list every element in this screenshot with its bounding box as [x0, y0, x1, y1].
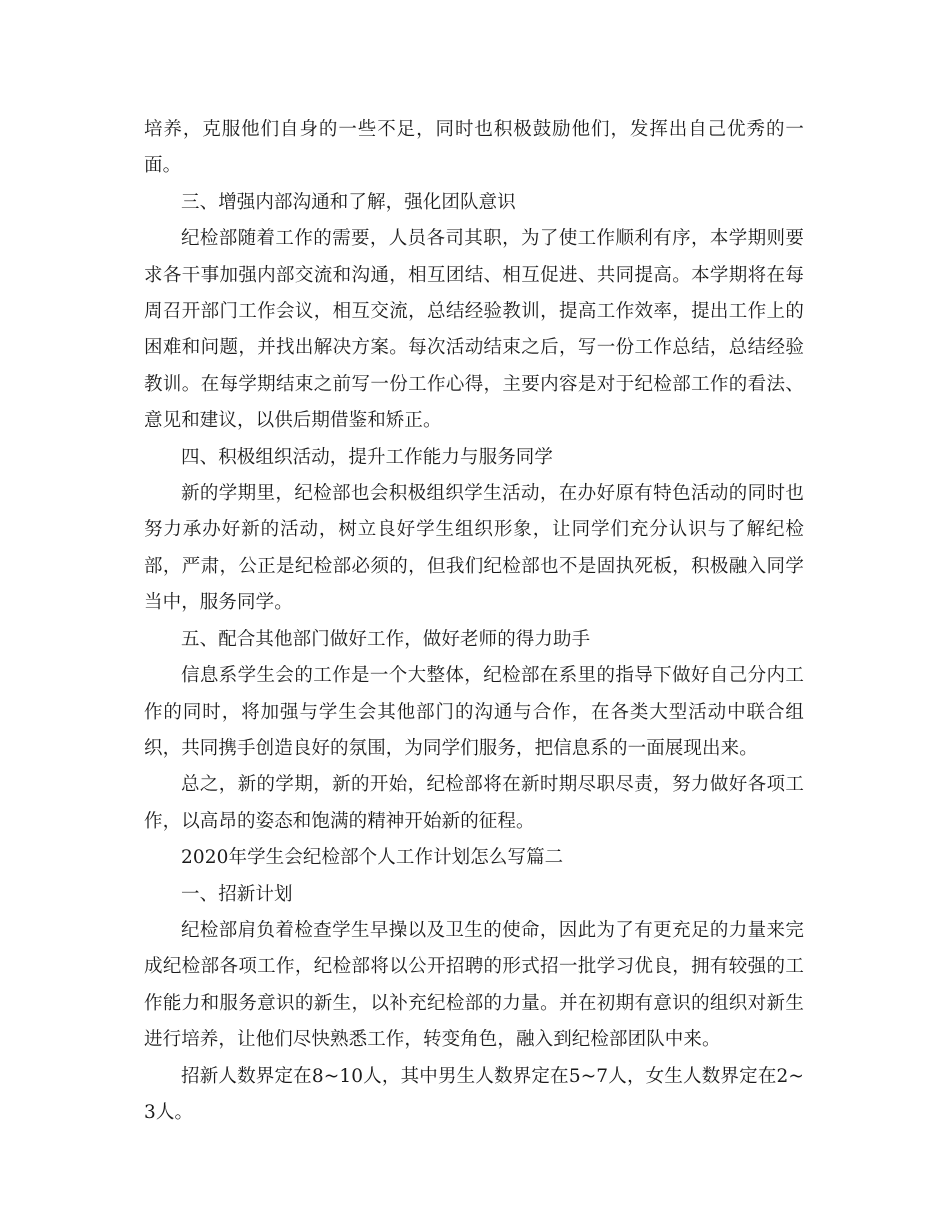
paragraph-continuation: 培养，克服他们自身的一些不足，同时也积极鼓励他们，发挥出自己优秀的一面。: [144, 119, 804, 177]
paragraph-summary: 总之，新的学期，新的开始，纪检部将在新时期尽职尽责，努力做好各项工作，以高昂的姿态和饱满的精神开始新的征程。: [144, 774, 804, 832]
document-body: [144, 112, 804, 1131]
section-heading-recruitment: 一、招新计划: [181, 883, 293, 905]
paragraph-cooperate-departments: 信息系学生会的工作是一个大整体，纪检部在系里的指导下做好自己分内工作的同时，将加强与学生会其他部门的沟通与合作，在各类大型活动中联合组织，共同携手创造良好的氛围，为同学们服务，把信息系的一面展现出来。: [144, 665, 804, 759]
article-title-part-two: 2020年学生会纪检部个人工作计划怎么写篇二: [181, 847, 564, 869]
paragraph-recruitment-plan: 纪检部肩负着检查学生早操以及卫生的使命，因此为了有更充足的力量来完成纪检部各项工作，纪检部将以公开招聘的形式招一批学习优良，拥有较强的工作能力和服务意识的新生，以补充纪检部的力量。并在初期有意识的组织对新生进行培养，让他们尽快熟悉工作，转变角色，融入到纪检部团队中来。: [144, 919, 804, 1051]
section-heading-5: 五、配合其他部门做好工作，做好老师的得力助手: [181, 628, 591, 650]
paragraph-recruitment-numbers: 招新人数界定在8~10人，其中男生人数界定在5~7人，女生人数界定在2~3人。: [144, 1065, 804, 1123]
section-heading-4: 四、积极组织活动，提升工作能力与服务同学: [181, 446, 554, 468]
paragraph-internal-communication: 纪检部随着工作的需要，人员各司其职，为了使工作顺利有序，本学期则要求各干事加强内部交流和沟通，相互团结、相互促进、共同提高。本学期将在每周召开部门工作会议，相互交流，总结经验教训，提高工作效率，提出工作上的困难和问题，并找出解决方案。每次活动结束之后，写一份工作总结，总结经验教训。在每学期结束之前写一份工作心得，主要内容是对于纪检部工作的看法、意见和建议，以供后期借鉴和矫正。: [144, 228, 804, 432]
section-heading-3: 三、增强内部沟通和了解，强化团队意识: [181, 191, 516, 213]
paragraph-organize-activities: 新的学期里，纪检部也会积极组织学生活动，在办好原有特色活动的同时也努力承办好新的活动，树立良好学生组织形象，让同学们充分认识与了解纪检部，严肃，公正是纪检部必须的，但我们纪检部也不是固执死板，积极融入同学当中，服务同学。: [144, 483, 804, 614]
